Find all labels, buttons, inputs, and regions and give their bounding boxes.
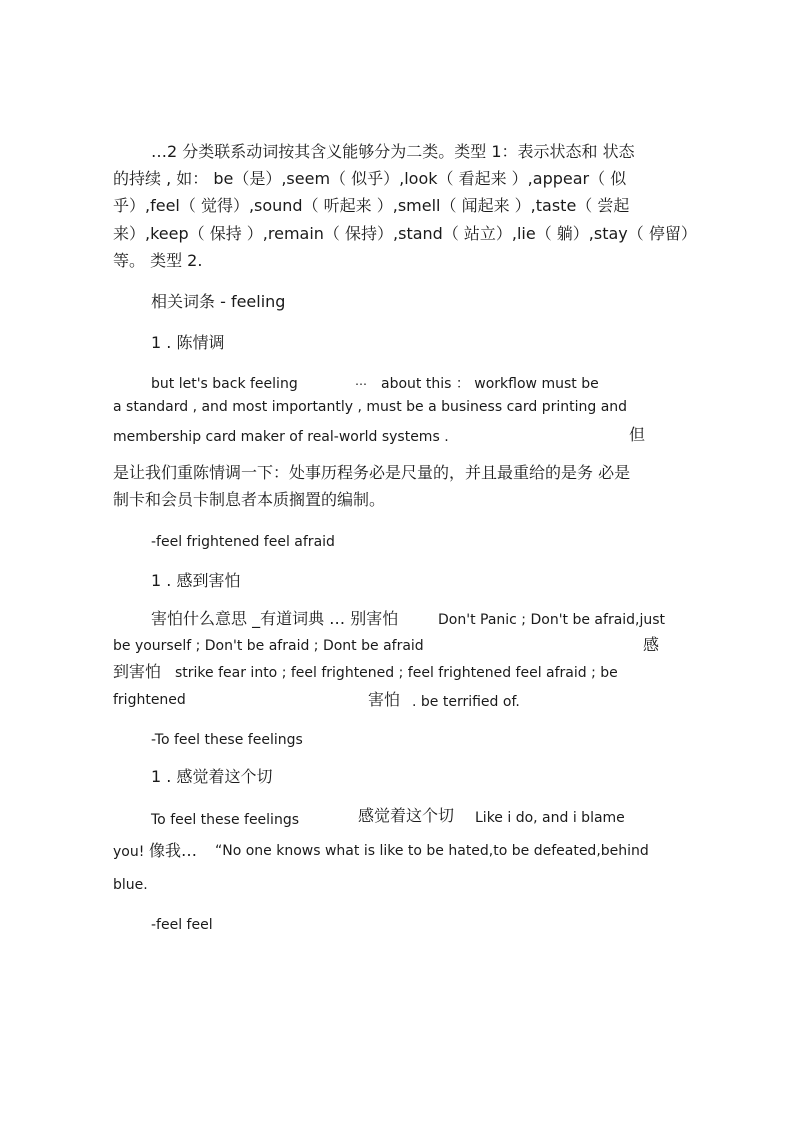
sec2-line-4-zh: 害怕: [368, 690, 401, 709]
related-title: 相关词条 - feeling: [151, 292, 286, 311]
sec4-heading: -feel feel: [151, 917, 213, 933]
sec2-heading: -feel frightened feel afraid: [151, 534, 335, 550]
sec2-line-1-zh: 害怕什么意思 _有道词典 … 别害怕: [151, 609, 399, 628]
sec1-zh-line-2: 制卡和会员卡制息者本质搁置的编制。: [113, 490, 386, 509]
sec1-en-b: about this ： workflow must be: [381, 376, 599, 392]
intro-line-1: …2 分类联系动词按其含义能够分为二类。类型 1：表示状态和 状态: [151, 142, 635, 161]
sec3-subheading: 1 . 感觉着这个切: [151, 767, 273, 786]
intro-line-5: 等。 类型 2.: [113, 251, 203, 270]
sec3-line-2-en: you!: [113, 844, 145, 860]
sec1-heading: 1 . 陈情调: [151, 333, 225, 352]
sec2-line-3-zh: 到害怕: [113, 662, 162, 681]
sec2-line-2: be yourself ; Don't be afraid ; Dont be afraid: [113, 638, 424, 654]
sec1-zh-line-1: 是让我们重陈情调一下：处事历程务必是尺量的，并且最重给的是务 必是: [113, 463, 631, 482]
sec2-subheading: 1 . 感到害怕: [151, 571, 241, 590]
sec2-line-1-en: Don't Panic ; Don't be afraid,just: [438, 612, 666, 628]
sec1-en-a: but let's back feeling: [151, 376, 298, 392]
sec1-en-line-3: membership card maker of real-world systems .: [113, 429, 449, 445]
sec2-line-2-zh: 感: [643, 635, 660, 654]
intro-line-4: 来）,keep（ 保持 ）,remain（ 保持）,stand（ 站立）,lie（ 躺）,stay（ 停留）: [113, 224, 697, 243]
sec2-line-4-en: frightened: [113, 692, 186, 708]
sec3-line-1-en2: Like i do, and i blame: [475, 810, 625, 826]
sec3-line-3: blue.: [113, 877, 148, 893]
sec2-line-3-en: strike fear into ; feel frightened ; feel frightened feel afraid ; be: [175, 665, 618, 681]
intro-line-2: 的持续 , 如： be（是）,seem（ 似乎）,look（ 看起来 ）,appear（ 似: [113, 169, 627, 188]
intro-line-3: 乎）,feel（ 觉得）,sound（ 听起来 ）,smell（ 闻起来 ）,taste（ 尝起: [113, 196, 630, 215]
sec1-en-line-2: a standard , and most importantly , must be a business card printing and: [113, 399, 628, 415]
sec3-line-2-zh: 像我…: [149, 841, 198, 860]
sec3-line-1-zh: 感觉着这个切: [358, 806, 455, 825]
sec1-ellipsis: …: [355, 374, 367, 388]
sec3-line-1-en: To feel these feelings: [151, 812, 300, 828]
sec3-heading: -To feel these feelings: [151, 732, 303, 748]
sec1-zh-but: 但: [629, 425, 646, 444]
sec2-line-4-end: . be terrified of.: [412, 694, 520, 710]
sec3-line-2-quote: “No one knows what is like to be hated,to be defeated,behind: [215, 843, 649, 859]
